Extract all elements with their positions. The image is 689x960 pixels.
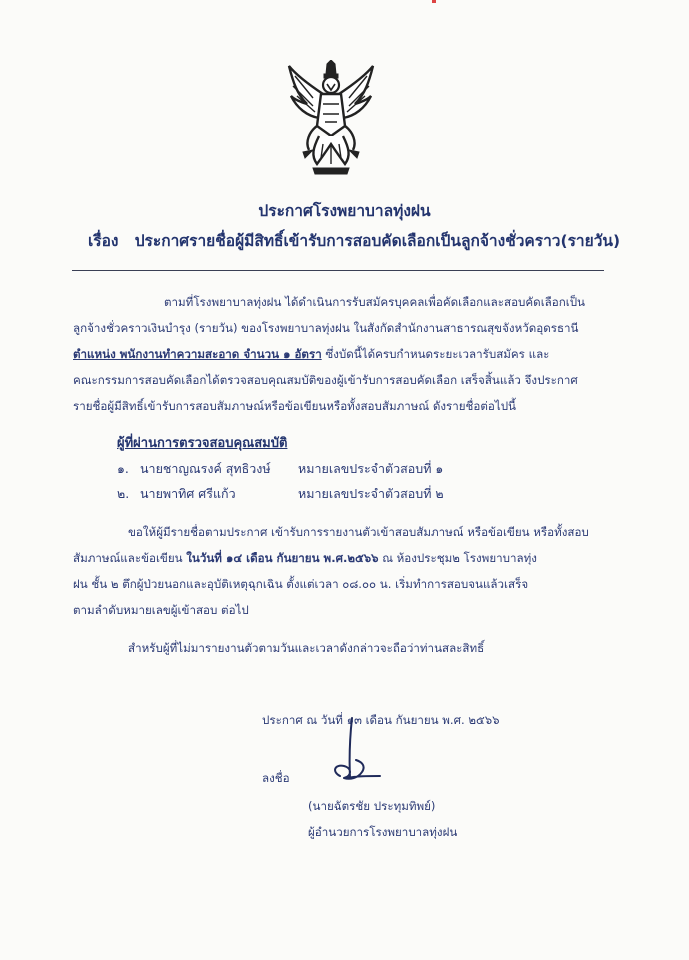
paragraph2-line2	[73, 550, 537, 568]
garuda-emblem-icon	[283, 60, 379, 180]
candidate-name: นายพาทิศ ศรีแก้ว	[140, 486, 236, 501]
candidate-name: นายชาญณรงค์ สุทธิวงษ์	[140, 461, 271, 476]
position-emphasis: ตำแหน่ง พนักงานทำความสะอาด จำนวน ๑ อัตรา	[73, 347, 322, 361]
header-divider	[72, 270, 604, 271]
signatory-name: (นายฉัตรชัย ประทุมทิพย์)	[308, 799, 436, 813]
subject-label: เรื่อง	[88, 232, 119, 250]
announce-date: ประกาศ ณ วันที่ ๑๓ เดือน กันยายน พ.ศ. ๒๕๖๖	[262, 713, 500, 727]
subject-text: ประกาศรายชื่อผู้มีสิทธิ์เข้ารับการสอบคัดเลือกเป็นลูกจ้างชั่วคราว(รายวัน)	[134, 232, 621, 250]
exam-number: หมายเลขประจำตัวสอบที่ ๑	[298, 461, 444, 476]
paragraph2-line1: ขอให้ผู้มีรายชื่อตามประกาศ เข้ารับการรายงานตัวเข้าสอบสัมภาษณ์ หรือข้อเขียน หรือทั้งสอบ	[128, 525, 589, 539]
paragraph2-line3: ฝน ชั้น ๒ ตึกผู้ป่วยนอกและอุบัติเหตุฉุกเฉิน ตั้งแต่เวลา ๐๘.๐๐ น. เริ่มทำการสอบจนแล้วเสร็จ	[73, 577, 529, 591]
signature-mark	[322, 716, 382, 792]
paper-mark	[432, 0, 436, 3]
signature-label: ลงชื่อ	[262, 771, 290, 785]
paragraph1-line2: ลูกจ้างชั่วคราวเงินบำรุง (รายวัน) ของโรงพยาบาลทุ่งฝน ในสังกัดสำนักงานสาธารณสุขจังหวัดอุดรธานี	[73, 321, 579, 335]
paragraph1-line3-rest: ซึ่งบัดนี้ได้ครบกำหนดระยะเวลารับสมัคร และ	[321, 347, 550, 361]
list-item-number: ๒.	[117, 486, 130, 501]
paragraph2-line4: ตามลำดับหมายเลขผู้เข้าสอบ ต่อไป	[73, 603, 249, 617]
paragraph1-line5: รายชื่อผู้มีสิทธิ์เข้ารับการสอบสัมภาษณ์หรือข้อเขียนหรือทั้งสอบสัมภาษณ์ ดังรายชื่อต่อไปนี้	[73, 399, 516, 413]
paragraph1-line4: คณะกรรมการสอบคัดเลือกได้ตรวจสอบคุณสมบัติของผู้เข้ารับการสอบคัดเลือก เสร็จสิ้นแล้ว จึงประกาศ	[73, 373, 578, 387]
announcement-title: ประกาศโรงพยาบาลทุ่งฝน	[258, 202, 431, 220]
exam-date-emphasis: ในวันที่ ๑๔ เดือน กันยายน พ.ศ.๒๕๖๖	[186, 551, 379, 565]
paragraph1-line3	[73, 346, 549, 364]
list-item-number: ๑.	[117, 461, 129, 476]
paragraph3: สำหรับผู้ที่ไม่มารายงานตัวตามวันและเวลาดังกล่าวจะถือว่าท่านสละสิทธิ์	[128, 641, 485, 655]
exam-number: หมายเลขประจำตัวสอบที่ ๒	[298, 486, 444, 501]
paragraph2-line2-b: ณ ห้องประชุม๒ โรงพยาบาลทุ่ง	[378, 551, 537, 565]
qualified-heading: ผู้ที่ผ่านการตรวจสอบคุณสมบัติ	[117, 436, 288, 451]
paragraph2-line2-a: สัมภาษณ์และข้อเขียน	[73, 551, 187, 565]
paragraph1-line1: ตามที่โรงพยาบาลทุ่งฝน ได้ดำเนินการรับสมัครบุคคลเพื่อคัดเลือกและสอบคัดเลือกเป็น	[164, 295, 585, 309]
signatory-position: ผู้อำนวยการโรงพยาบาลทุ่งฝน	[308, 825, 458, 839]
announcement-subject	[88, 228, 620, 253]
